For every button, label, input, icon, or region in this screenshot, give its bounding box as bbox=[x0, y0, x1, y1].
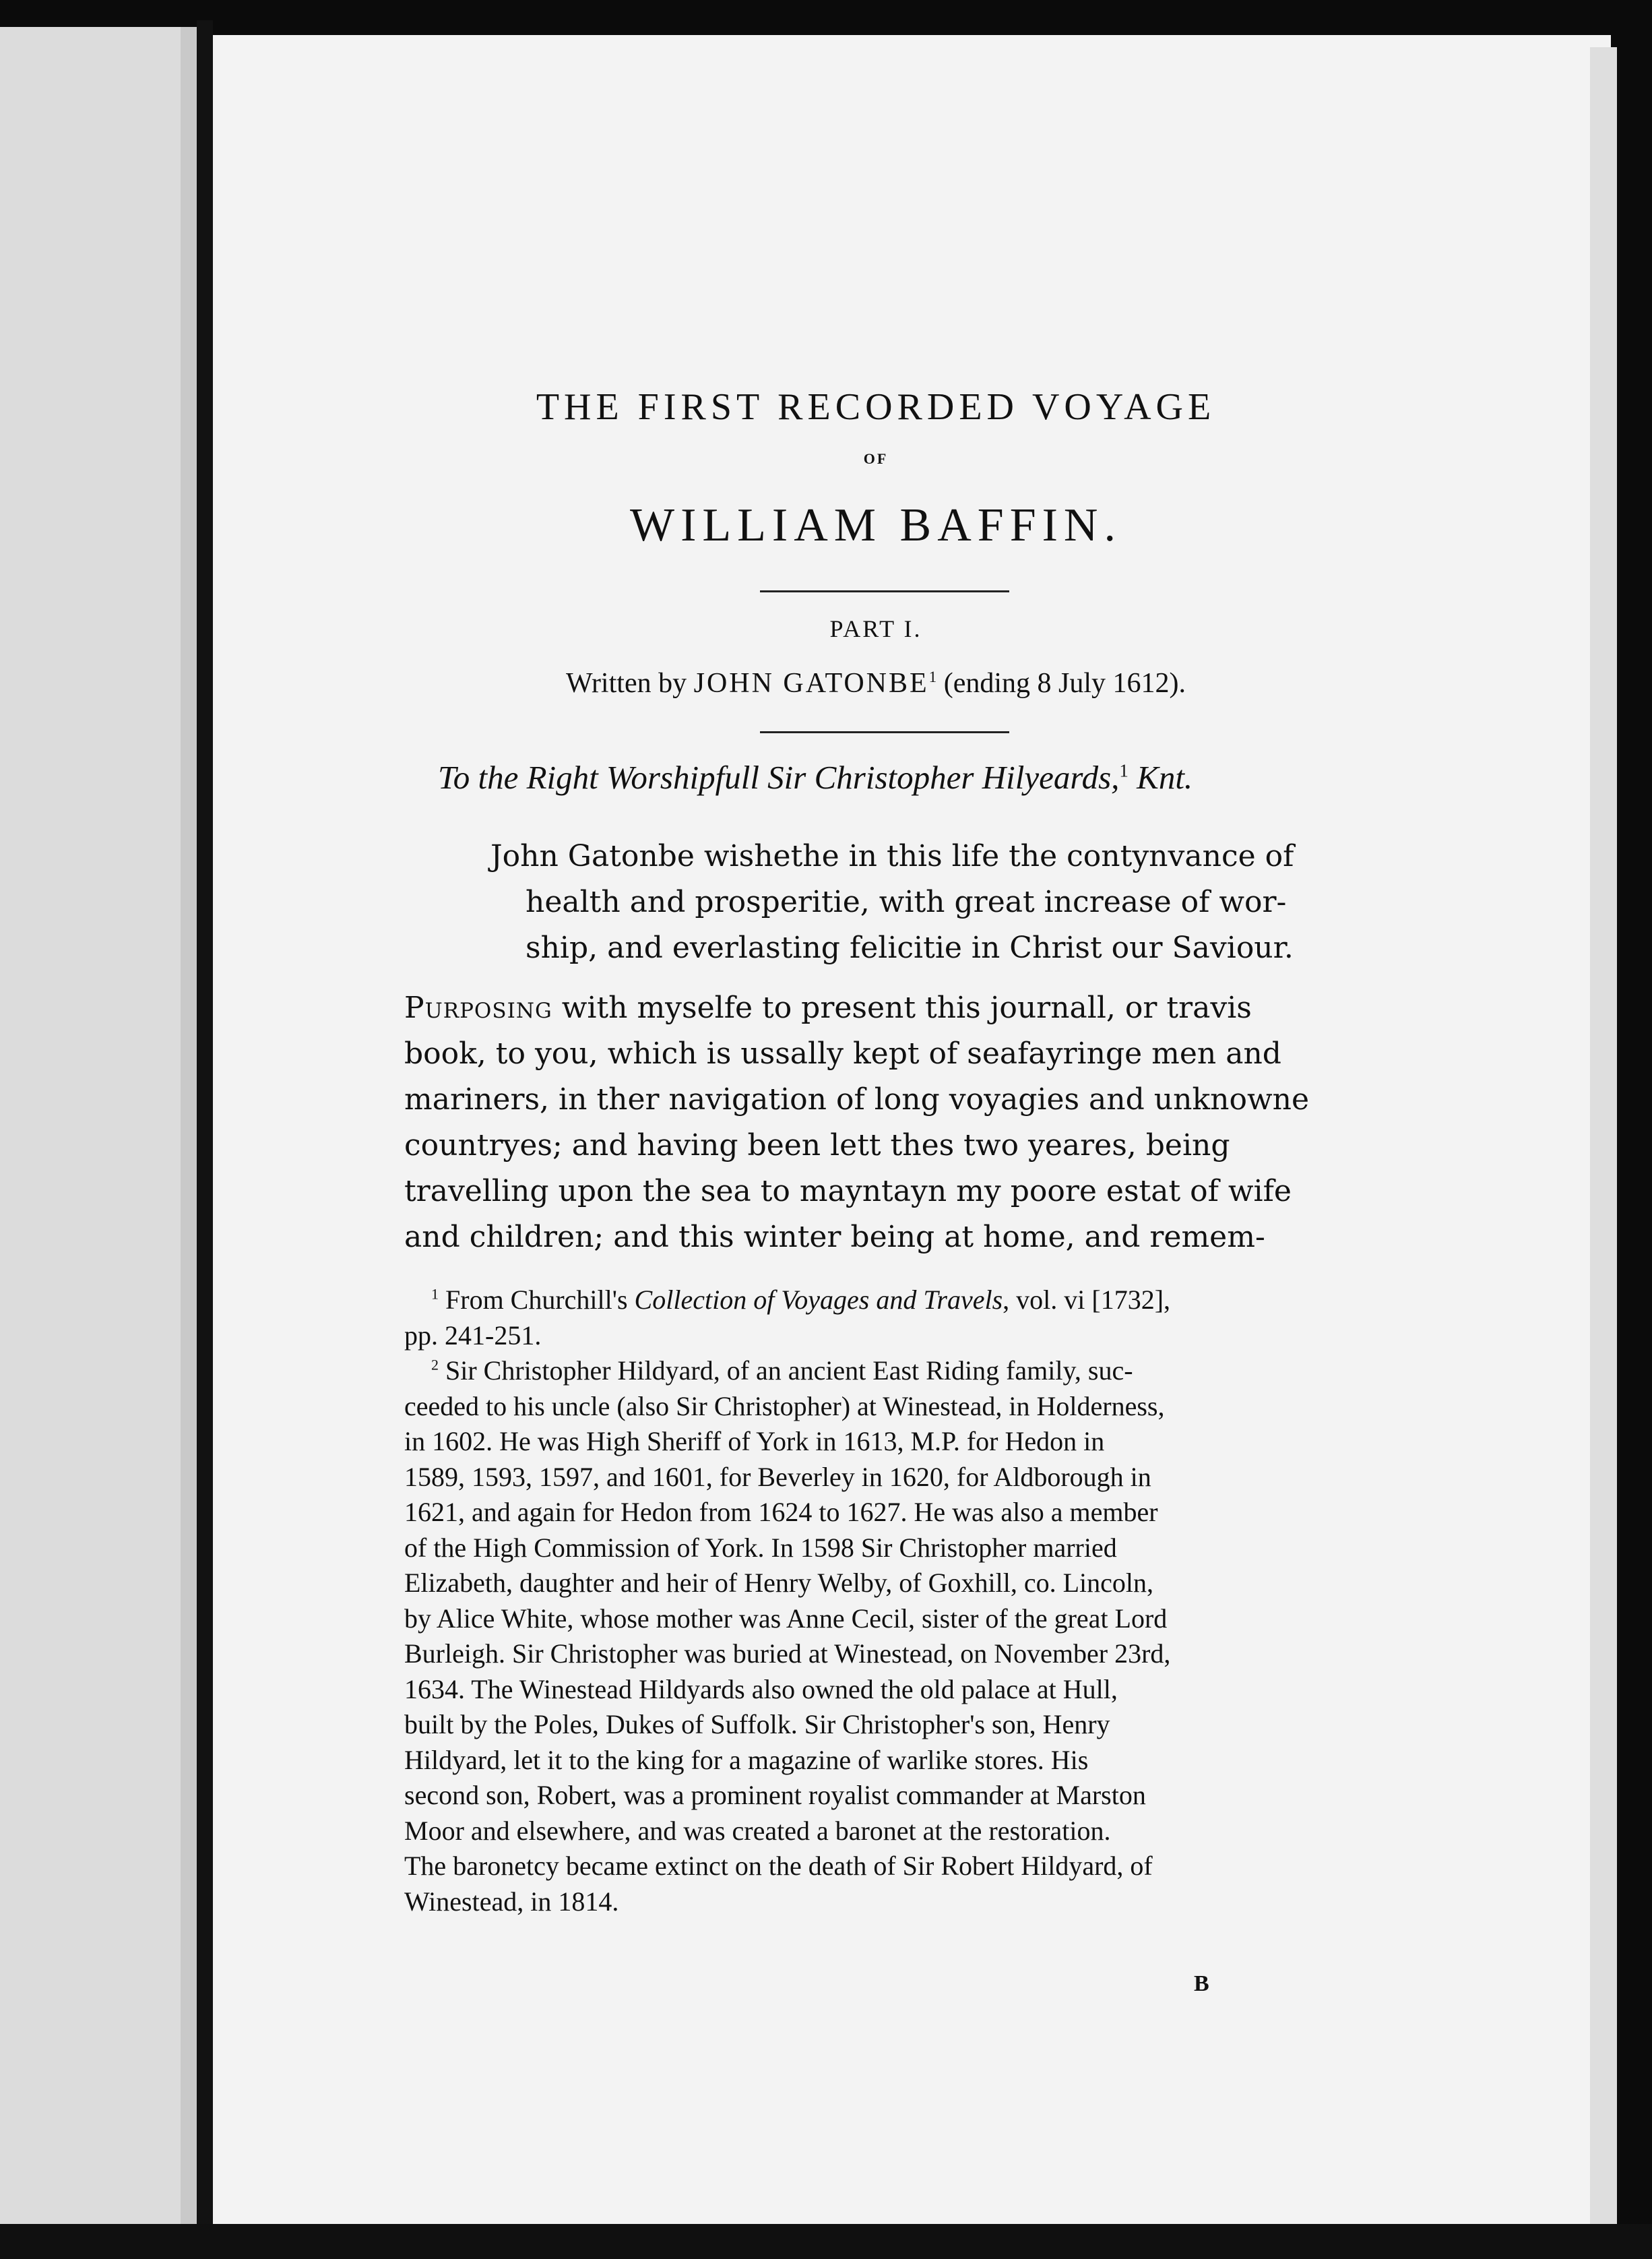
footnote-2-line: Elizabeth, daughter and heir of Henry Welby, of Goxhill, co. Lincoln, bbox=[404, 1568, 1154, 1598]
body-line bbox=[404, 985, 1344, 1031]
author-note-mark: 1 bbox=[928, 668, 937, 685]
footnote-2-line: by Alice White, whose mother was Anne Cecil, sister of the great Lord bbox=[404, 1603, 1168, 1634]
author-line bbox=[404, 667, 1347, 700]
footnote-2-line: ceeded to his uncle (also Sir Christopher) at Winestead, in Holderness, bbox=[404, 1390, 1165, 1421]
part-divider bbox=[760, 731, 1009, 733]
footnote-1-line bbox=[404, 1282, 1344, 1318]
footnote-1-line: pp. 241-251. bbox=[404, 1320, 542, 1351]
previous-page-edge bbox=[0, 27, 197, 2224]
footnote-2-line: 1621, and again for Hedon from 1624 to 1627. He was also a member bbox=[404, 1497, 1158, 1527]
part-label: PART I. bbox=[829, 615, 922, 642]
body-line: countryes; and having been lett thes two yeares, being bbox=[404, 1128, 1230, 1163]
page-fore-edge bbox=[1590, 47, 1617, 2224]
title-line-1: THE FIRST RECORDED VOYAGE bbox=[536, 386, 1216, 428]
footnote-2-line: built by the Poles, Dukes of Suffolk. Sir Christopher's son, Henry bbox=[404, 1709, 1110, 1739]
footnote-2-text: Sir Christopher Hildyard, of an ancient East Riding family, suc- bbox=[439, 1355, 1133, 1386]
body-line: book, to you, which is ussally kept of seafayringe men and bbox=[404, 1036, 1281, 1071]
title-divider bbox=[760, 590, 1009, 592]
footnote-2-line: Burleigh. Sir Christopher was buried at Winestead, on November 23rd, bbox=[404, 1638, 1171, 1669]
footnote-1-title: Collection of Voyages and Travels bbox=[634, 1285, 1003, 1315]
footnote-1-text: From Churchill's bbox=[439, 1285, 635, 1315]
dedication-suffix: Knt. bbox=[1128, 759, 1193, 796]
dedication-note-mark: 1 bbox=[1119, 760, 1129, 781]
greeting-paragraph bbox=[490, 834, 1343, 971]
footnote-2-mark: 2 bbox=[431, 1356, 439, 1373]
signature-mark: B bbox=[1194, 1971, 1209, 1996]
dedication-line bbox=[438, 758, 1381, 797]
footnote-1-volume: , vol. vi [1732], bbox=[1003, 1285, 1171, 1315]
greeting-line: health and prosperitie, with great increase of wor- bbox=[526, 885, 1287, 919]
footnote-2-line: 1634. The Winestead Hildyards also owned the old palace at Hull, bbox=[404, 1673, 1118, 1704]
footnote-2-line: second son, Robert, was a prominent royalist commander at Marston bbox=[404, 1780, 1146, 1810]
footnote-2-line: The baronetcy became extinct on the death of Sir Robert Hildyard, of bbox=[404, 1851, 1153, 1881]
greeting-line: John Gatonbe wishethe in this life the contynvance of bbox=[490, 839, 1294, 873]
footnote-2-line bbox=[404, 1353, 1344, 1389]
dedication-text: To the Right Worshipfull Sir Christopher Hilyeards, bbox=[438, 759, 1120, 796]
body-line: and children; and this winter being at home, and remem- bbox=[404, 1220, 1265, 1254]
footnote-2-line: Hildyard, let it to the king for a magazine of warlike stores. His bbox=[404, 1744, 1089, 1775]
author-date: (ending 8 July 1612). bbox=[943, 668, 1186, 699]
opening-word: Purposing bbox=[404, 991, 552, 1025]
page-content bbox=[404, 0, 1347, 2259]
footnote-2-line: of the High Commission of York. In 1598 Sir Christopher married bbox=[404, 1532, 1117, 1563]
title-of: OF bbox=[863, 450, 889, 467]
footnote-1-mark: 1 bbox=[431, 1285, 439, 1303]
body-first-line-rest: with myselfe to present this journall, or travis bbox=[552, 991, 1252, 1025]
footnote-2-line: in 1602. He was High Sheriff of York in 1613, M.P. for Hedon in bbox=[404, 1426, 1105, 1456]
footnote-2-line: 1589, 1593, 1597, and 1601, for Beverley in 1620, for Aldborough in bbox=[404, 1461, 1151, 1492]
greeting-line: ship, and everlasting felicitie in Christ our Saviour. bbox=[526, 931, 1294, 965]
previous-page-shadow bbox=[181, 27, 197, 2224]
author-prefix: Written by bbox=[565, 668, 687, 699]
body-line: mariners, in ther navigation of long voyagies and unknowne bbox=[404, 1082, 1309, 1117]
footnotes bbox=[404, 1282, 1344, 1919]
book-spine bbox=[197, 20, 213, 2244]
author-name: JOHN GATONBE bbox=[693, 668, 929, 699]
footnote-2-line: Moor and elsewhere, and was created a baronet at the restoration. bbox=[404, 1815, 1111, 1846]
title-line-2: WILLIAM BAFFIN. bbox=[630, 499, 1122, 551]
body-line: travelling upon the sea to mayntayn my poore estat of wife bbox=[404, 1174, 1292, 1208]
footnote-2-line: Winestead, in 1814. bbox=[404, 1886, 619, 1917]
body-paragraph bbox=[404, 985, 1344, 1260]
